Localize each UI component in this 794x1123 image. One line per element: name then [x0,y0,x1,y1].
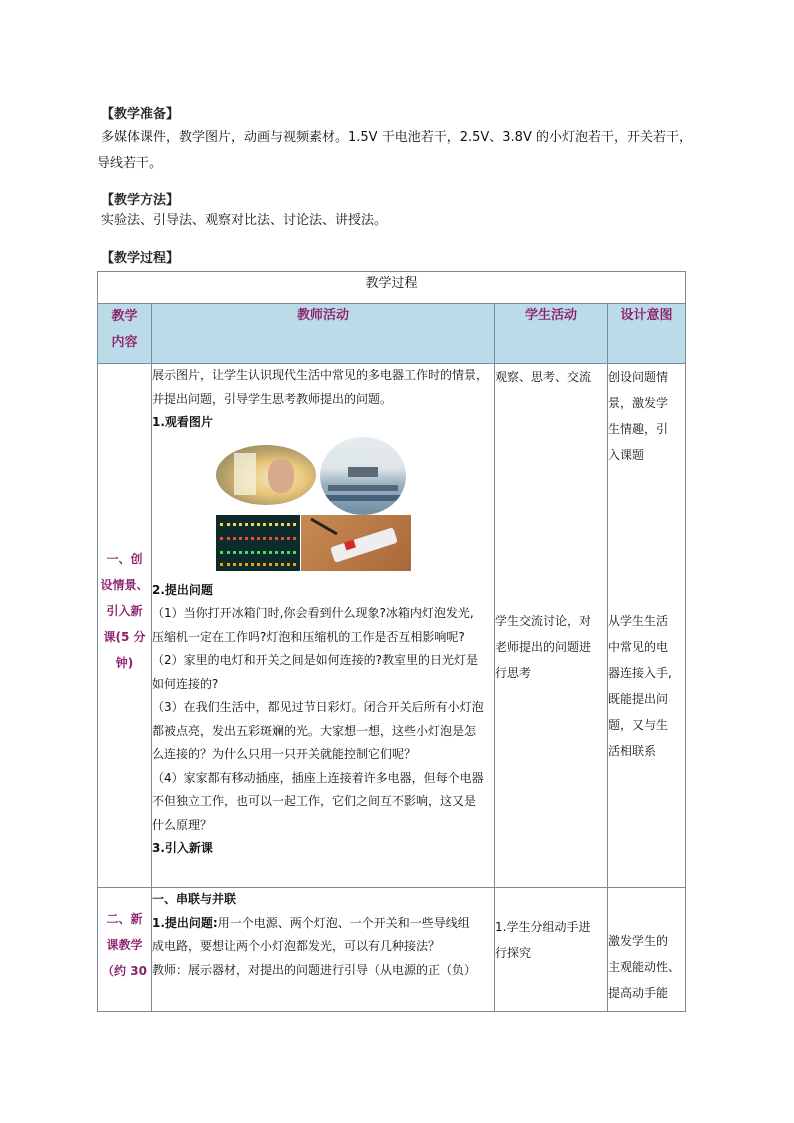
row1-student-cell [495,364,608,888]
header-student: 学生活动 [495,304,608,364]
row1-content-line: 引入新 [106,604,143,618]
intent-text: 题，又与生 [608,718,669,732]
classroom-photo [320,437,406,515]
student-text: 1.学生分组动手进 [495,920,591,934]
section-prep-title: 【教学准备】 [101,107,180,122]
lesson-process-table [97,271,686,1012]
header-content [98,304,152,364]
row1-content-line: 钟) [115,656,134,670]
row2-content-line: （约 30 [102,964,147,978]
row1-content-line: 设情景、 [100,578,149,592]
intent-text: 激发学生的 [608,934,669,948]
teacher-step-label: 3.引入新课 [152,841,213,855]
student-text: 行思考 [495,666,532,680]
intent-text: 既能提出问 [608,692,669,706]
teacher-question: （4）家家都有移动插座，插座上连接着许多电器，但每个电器 [152,770,484,785]
teacher-question: （3）在我们生活中，都见过节日彩灯。闭合开关后所有小灯泡 [152,700,484,714]
table-header-row [98,304,686,364]
teacher-question: （2）家里的电灯和开关之间是如何连接的?教室里的日光灯是 [152,653,479,667]
student-text: 学生交流讨论，对 [495,614,592,628]
intent-text: 器连接入手, [608,666,672,680]
row2-content-line: 课教学 [106,938,143,952]
teacher-step-label: 1.提出问题: [152,915,218,930]
festival-lights-photo [216,515,300,571]
intent-text: 从学生生活 [608,614,669,628]
row2-student-cell [495,888,608,1012]
student-text: 行探究 [495,946,532,960]
intent-text: 活相联系 [608,744,657,758]
teacher-question: （1）当你打开冰箱门时,你会看到什么现象?冰箱内灯泡发光, [152,606,474,620]
header-content-line-2: 内容 [111,335,138,350]
row1-intent-cell [608,364,686,888]
section-method-title: 【教学方法】 [101,193,180,208]
intent-text: 主观能动性、 [608,960,681,974]
teacher-subheading: 一、串联与并联 [152,892,237,906]
teacher-question: 如何连接的? [152,676,219,691]
table-row [98,364,686,888]
intent-text: 中常见的电 [608,640,669,654]
intent-text: 生情趣，引 [608,422,669,436]
intent-text: 景，激发学 [608,396,669,410]
power-strip-photo [301,515,411,571]
row2-content-cell [98,888,152,1012]
student-text: 老师提出的问题进 [495,640,592,654]
header-content-line-1: 教学 [111,309,138,324]
teacher-question: 都被点亮，发出五彩斑斓的光。大家想一想，这些小灯泡是怎 [152,723,477,738]
teacher-text: 展示图片，让学生认识现代生活中常见的多电器工作时的情景， [152,368,489,382]
row1-teacher-cell [152,364,495,888]
prep-paragraph [97,125,697,177]
picture-group [152,435,494,579]
row1-content-line: 一、创 [106,552,143,566]
row2-content-line: 二、新 [106,912,143,926]
student-text: 观察、思考、交流 [495,370,592,384]
teacher-question: 压缩机一定在工作吗?灯泡和压缩机的工作是否互相影响呢? [152,629,465,644]
table-caption-row [98,272,686,304]
teacher-step-label: 2.提出问题 [152,582,213,597]
prep-line-1: 多媒体课件，教学图片，动画与视频素材。1.5V 干电池若干，2.5V、3.8V 的小灯泡若干，开关若干， [101,130,692,145]
intent-text: 提高动手能 [608,986,669,1000]
teacher-question: 什么原理？ [152,817,213,832]
row2-teacher-cell [152,888,495,1012]
method-paragraph: 实验法、引导法、观察对比法、讨论法、讲授法。 [101,213,388,228]
row2-intent-cell [608,888,686,1012]
teacher-text: 并提出问题，引导学生思考教师提出的问题。 [152,391,393,406]
section-process-title: 【教学过程】 [101,251,180,266]
header-teacher: 教师活动 [152,304,495,364]
teacher-question: 不但独立工作，也可以一起工作，它们之间互不影响，这又是 [152,794,477,808]
teacher-text: 成电路，要想让两个小灯泡都发光，可以有几种接法？ [152,939,441,953]
header-intent: 设计意图 [608,304,686,364]
teacher-text: 教师：展示器材，对提出的问题进行引导（从电源的正（负） [152,962,477,977]
teacher-text: 用一个电源、两个灯泡、一个开关和一些导线组 [217,915,470,930]
table-caption: 教学过程 [98,272,686,304]
teacher-question: 么连接的？为什么只用一只开关就能控制它们呢？ [152,747,417,761]
prep-line-2: 导线若干。 [97,156,163,171]
teacher-step-label: 1.观看图片 [152,415,213,429]
intent-text: 创设问题情 [608,370,669,384]
row1-content-line: 课(5 分 [103,630,146,644]
table-row [98,888,686,1012]
intent-text: 入课题 [608,448,645,462]
fridge-photo [216,445,316,505]
row1-content-cell [98,364,152,888]
